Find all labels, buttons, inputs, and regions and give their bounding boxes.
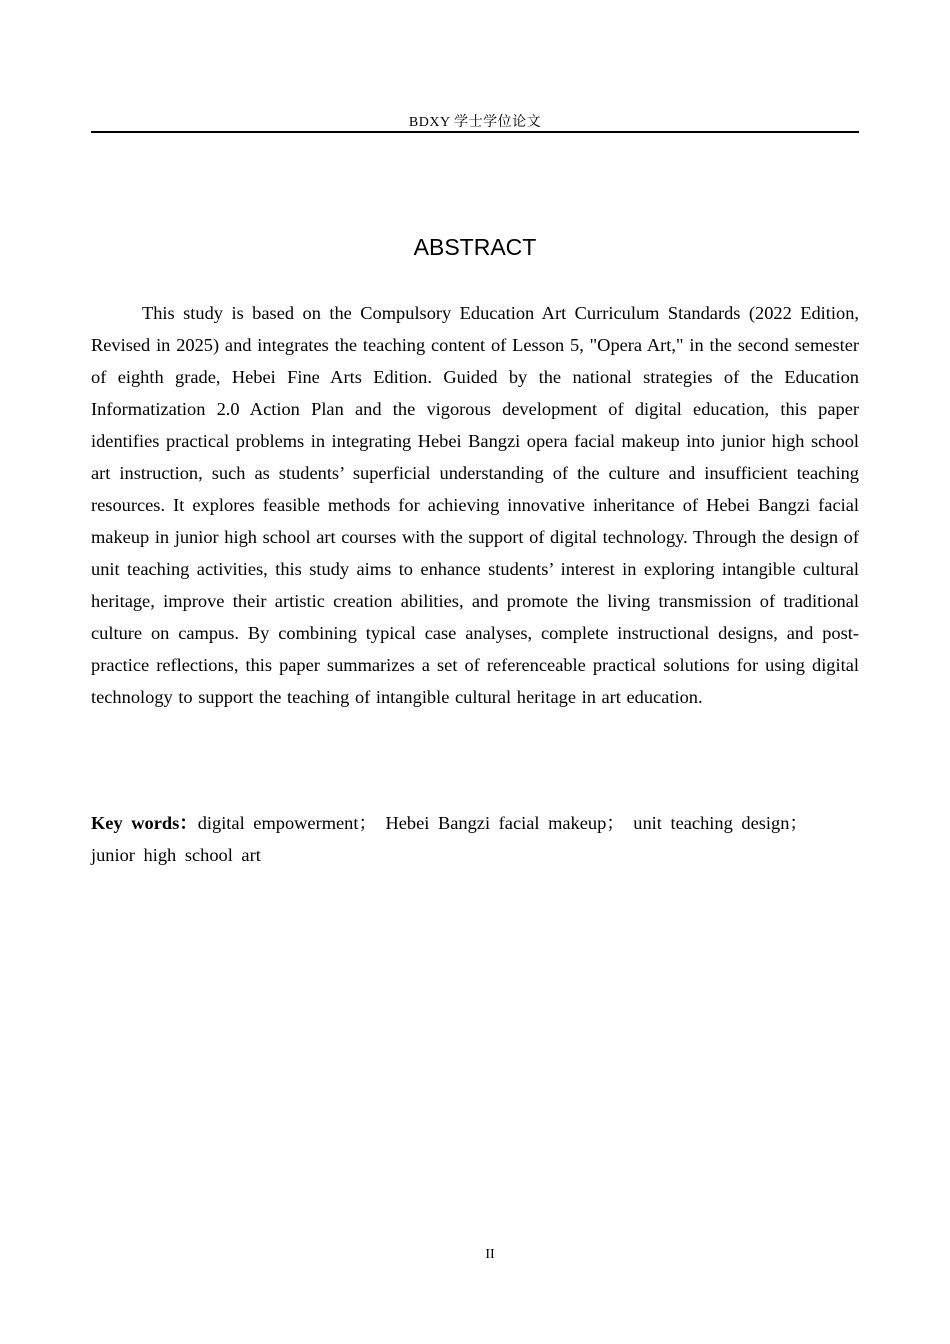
page-number: II <box>485 1247 495 1262</box>
keywords-label: Key words： <box>91 813 198 833</box>
abstract-body: This study is based on the Compulsory Education Art Curriculum Standards (2022 Edition, Revised in 2025) and integrates the teaching content of Lesson 5, "Opera Art," in the second semester of eighth grade, Hebei Fine Arts Edition. Guided by the national strategies of the Education Informatization 2.0 Action Plan and the vigorous development of digital education, this paper identifies practical problems in integrating Hebei Bangzi opera facial makeup into junior high school art instruction, such as students’ superficial understanding of the culture and insufficient teaching resources. It explores feasible methods for achieving innovative inheritance of Hebei Bangzi facial makeup in junior high school art courses with the support of digital technology. Through the design of unit teaching activities, this study aims to enhance students’ interest in exploring intangible cultural heritage, improve their artistic creation abilities, and promote the living transmission of traditional culture on campus. By combining typical case analyses, complete instructional designs, and post-practice reflections, this paper summarizes a set of referenceable practical solutions for using digital technology to support the teaching of intangible cultural heritage in art education. <box>91 303 859 707</box>
abstract-title: ABSTRACT <box>413 234 537 260</box>
keywords-section <box>91 807 859 871</box>
running-header: BDXY 学士学位论文 <box>408 115 542 130</box>
header-divider <box>91 131 859 133</box>
keywords-text: digital empowerment； Hebei Bangzi facial makeup； unit teaching design； junior high school art <box>91 813 808 865</box>
